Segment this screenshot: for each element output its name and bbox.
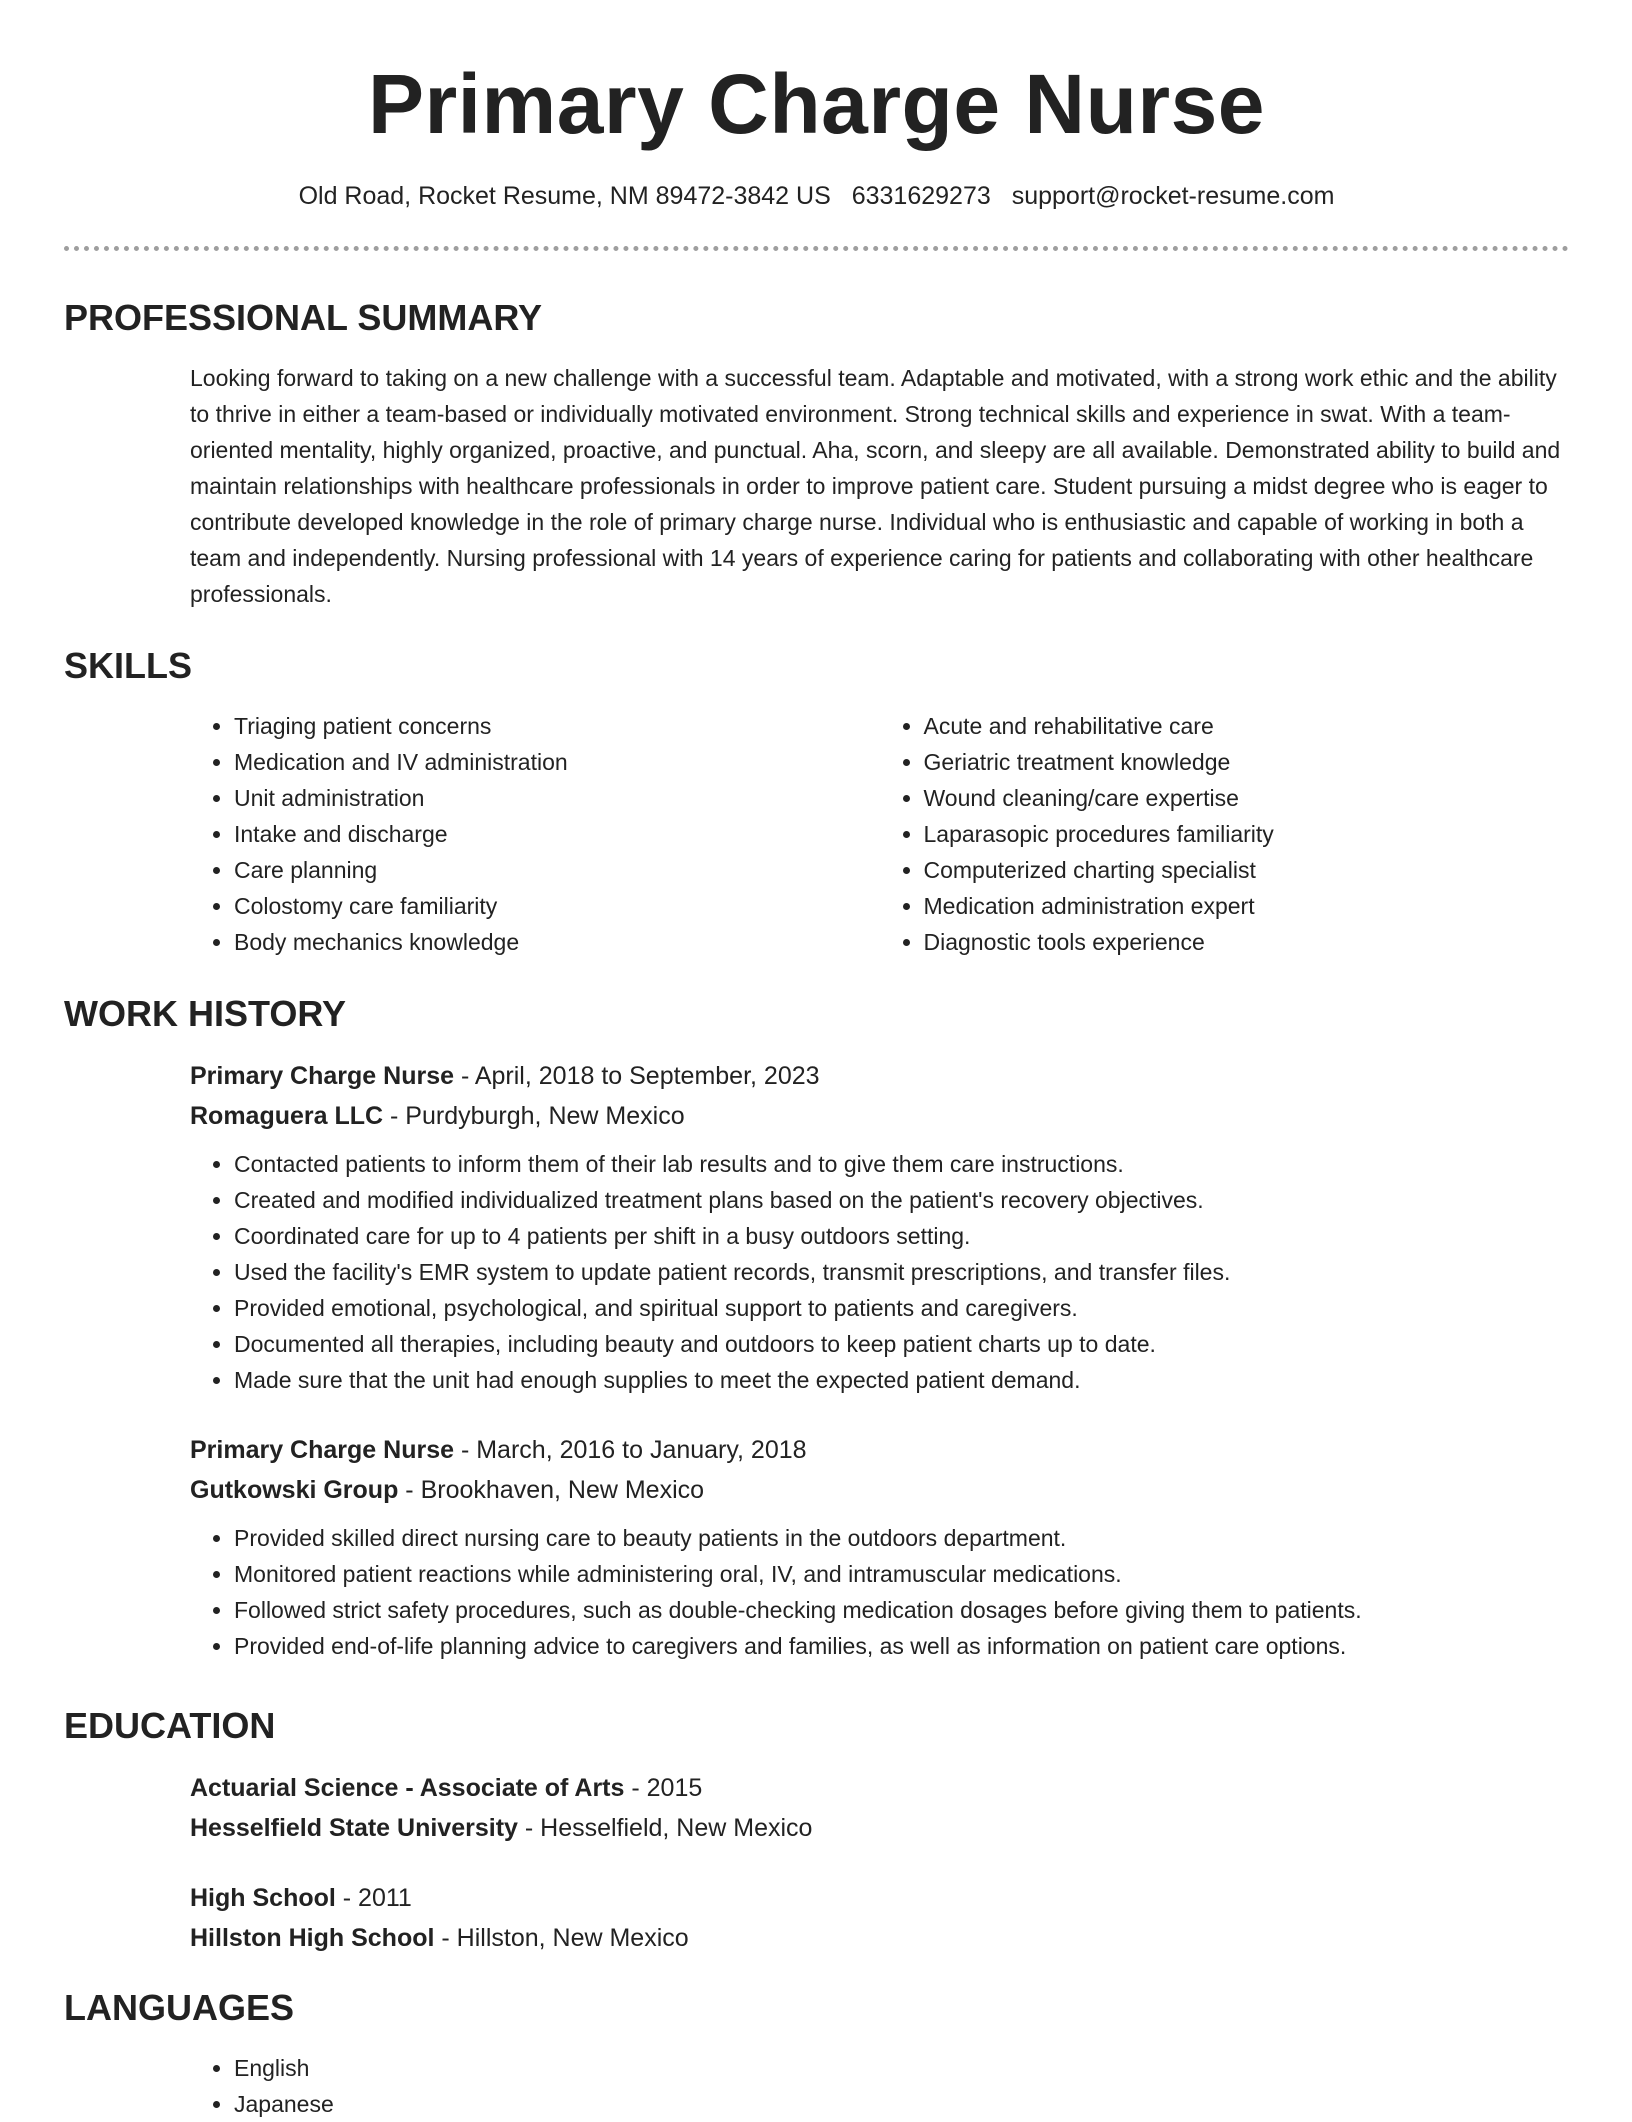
school-line <box>190 1918 1569 1958</box>
skill-item: • Colostomy care familiarity <box>234 888 880 924</box>
job-company-line <box>190 1096 1569 1136</box>
education-entry <box>190 1878 1569 1958</box>
skill-item: • Acute and rehabilitative care <box>924 708 1570 744</box>
work-history-heading: WORK HISTORY <box>64 993 347 1034</box>
job-duty: • Coordinated care for up to 4 patients per shift in a busy outdoors setting. <box>234 1218 1569 1254</box>
job-dates: - March, 2016 to January, 2018 <box>454 1436 807 1464</box>
work-history-section <box>64 992 1569 1664</box>
school-name: Hesselfield State University <box>190 1814 518 1842</box>
contact-email: support@rocket-resume.com <box>1011 182 1335 210</box>
job-role: Primary Charge Nurse <box>190 1436 455 1464</box>
job-duty: • Made sure that the unit had enough supplies to meet the expected patient demand. <box>234 1362 1569 1398</box>
skill-item: • Triaging patient concerns <box>234 708 880 744</box>
job-duty: • Monitored patient reactions while administering oral, IV, and intramuscular medications. <box>234 1556 1569 1592</box>
candidate-name: Primary Charge Nurse <box>367 57 1266 151</box>
skills-grid <box>190 708 1569 960</box>
summary-text: Looking forward to taking on a new challenge with a successful team. Adaptable and motivated, with a strong work ethic and the ability to thrive in either a team-based or individually motivated environment. Strong technical skills and experience in swat. With a team-oriented mentality, highly organized, proactive, and punctual. Aha, scorn, and sleepy are all available. Demonstrated ability to build and maintain relationships with healthcare professionals in order to improve patient care. Student pursuing a midst degree who is eager to contribute developed knowledge in the role of primary charge nurse. Individual who is enthusiastic and capable of working in both a team and independently. Nursing professional with 14 years of experience caring for patients and collaborating with other healthcare professionals. <box>190 365 1561 607</box>
header-divider <box>64 246 1569 251</box>
degree-line <box>190 1768 1569 1808</box>
skill-item: • Intake and discharge <box>234 816 880 852</box>
languages-section <box>64 1986 1569 2122</box>
languages-heading: LANGUAGES <box>64 1987 295 2028</box>
education-entry <box>190 1768 1569 1848</box>
skill-item: • Medication and IV administration <box>234 744 880 780</box>
language-item: • Japanese <box>234 2086 1569 2122</box>
job-duty: • Provided emotional, psychological, and spiritual support to patients and caregivers. <box>234 1290 1569 1326</box>
school-name: Hillston High School <box>190 1924 435 1952</box>
job-duties-list <box>190 1146 1569 1398</box>
summary-body <box>190 360 1569 612</box>
skill-item: • Body mechanics knowledge <box>234 924 880 960</box>
job-dates: - April, 2018 to September, 2023 <box>454 1062 820 1090</box>
school-location: - Hesselfield, New Mexico <box>517 1814 813 1842</box>
job-duties-list <box>190 1520 1569 1664</box>
summary-section <box>64 296 1569 612</box>
job-duty: • Used the facility's EMR system to update patient records, transmit prescriptions, and transfer files. <box>234 1254 1569 1290</box>
contact-phone: 6331629273 <box>851 182 991 210</box>
skill-item: • Geriatric treatment knowledge <box>924 744 1570 780</box>
job-entry <box>190 1430 1569 1664</box>
job-location: - Purdyburgh, New Mexico <box>383 1102 685 1130</box>
skills-right-list <box>880 708 1570 960</box>
skill-item: • Unit administration <box>234 780 880 816</box>
skills-section <box>64 644 1569 960</box>
contact-address: Old Road, Rocket Resume, NM 89472-3842 US <box>298 182 831 210</box>
language-item: • English <box>234 2050 1569 2086</box>
job-company: Gutkowski Group <box>190 1476 399 1504</box>
education-section <box>64 1704 1569 1958</box>
school-line <box>190 1808 1569 1848</box>
skill-item: • Diagnostic tools experience <box>924 924 1570 960</box>
school-location: - Hillston, New Mexico <box>434 1924 689 1952</box>
contact-line <box>64 180 1569 212</box>
job-location: - Brookhaven, New Mexico <box>398 1476 705 1504</box>
job-role: Primary Charge Nurse <box>190 1062 455 1090</box>
summary-heading: PROFESSIONAL SUMMARY <box>64 297 543 338</box>
resume-page <box>64 0 1569 2117</box>
job-duty: • Documented all therapies, including beauty and outdoors to keep patient charts up to date. <box>234 1326 1569 1362</box>
skill-item: • Medication administration expert <box>924 888 1570 924</box>
skills-heading: SKILLS <box>64 645 193 686</box>
job-duty: • Contacted patients to inform them of their lab results and to give them care instructions. <box>234 1146 1569 1182</box>
languages-list <box>190 2050 1569 2122</box>
degree-year: - 2015 <box>624 1774 703 1802</box>
job-title-line <box>190 1056 1569 1096</box>
job-duty: • Provided skilled direct nursing care to beauty patients in the outdoors department. <box>234 1520 1569 1556</box>
job-title-line <box>190 1430 1569 1470</box>
degree-year: - 2011 <box>335 1884 412 1912</box>
job-duty: • Created and modified individualized treatment plans based on the patient's recovery objectives. <box>234 1182 1569 1218</box>
education-heading: EDUCATION <box>64 1705 276 1746</box>
skill-item: • Computerized charting specialist <box>924 852 1570 888</box>
skill-item: • Wound cleaning/care expertise <box>924 780 1570 816</box>
degree-name: Actuarial Science - Associate of Arts <box>190 1774 625 1802</box>
job-duty: • Provided end-of-life planning advice to caregivers and families, as well as information on patient care options. <box>234 1628 1569 1664</box>
degree-line <box>190 1878 1569 1918</box>
job-entry <box>190 1056 1569 1398</box>
skill-item: • Laparasopic procedures familiarity <box>924 816 1570 852</box>
skills-left-list <box>190 708 880 960</box>
job-duty: • Followed strict safety procedures, such as double-checking medication dosages before giving them to patients. <box>234 1592 1569 1628</box>
job-company-line <box>190 1470 1569 1510</box>
skill-item: • Care planning <box>234 852 880 888</box>
job-company: Romaguera LLC <box>190 1102 384 1130</box>
languages-body <box>190 2050 1569 2122</box>
degree-name: High School <box>190 1884 336 1912</box>
